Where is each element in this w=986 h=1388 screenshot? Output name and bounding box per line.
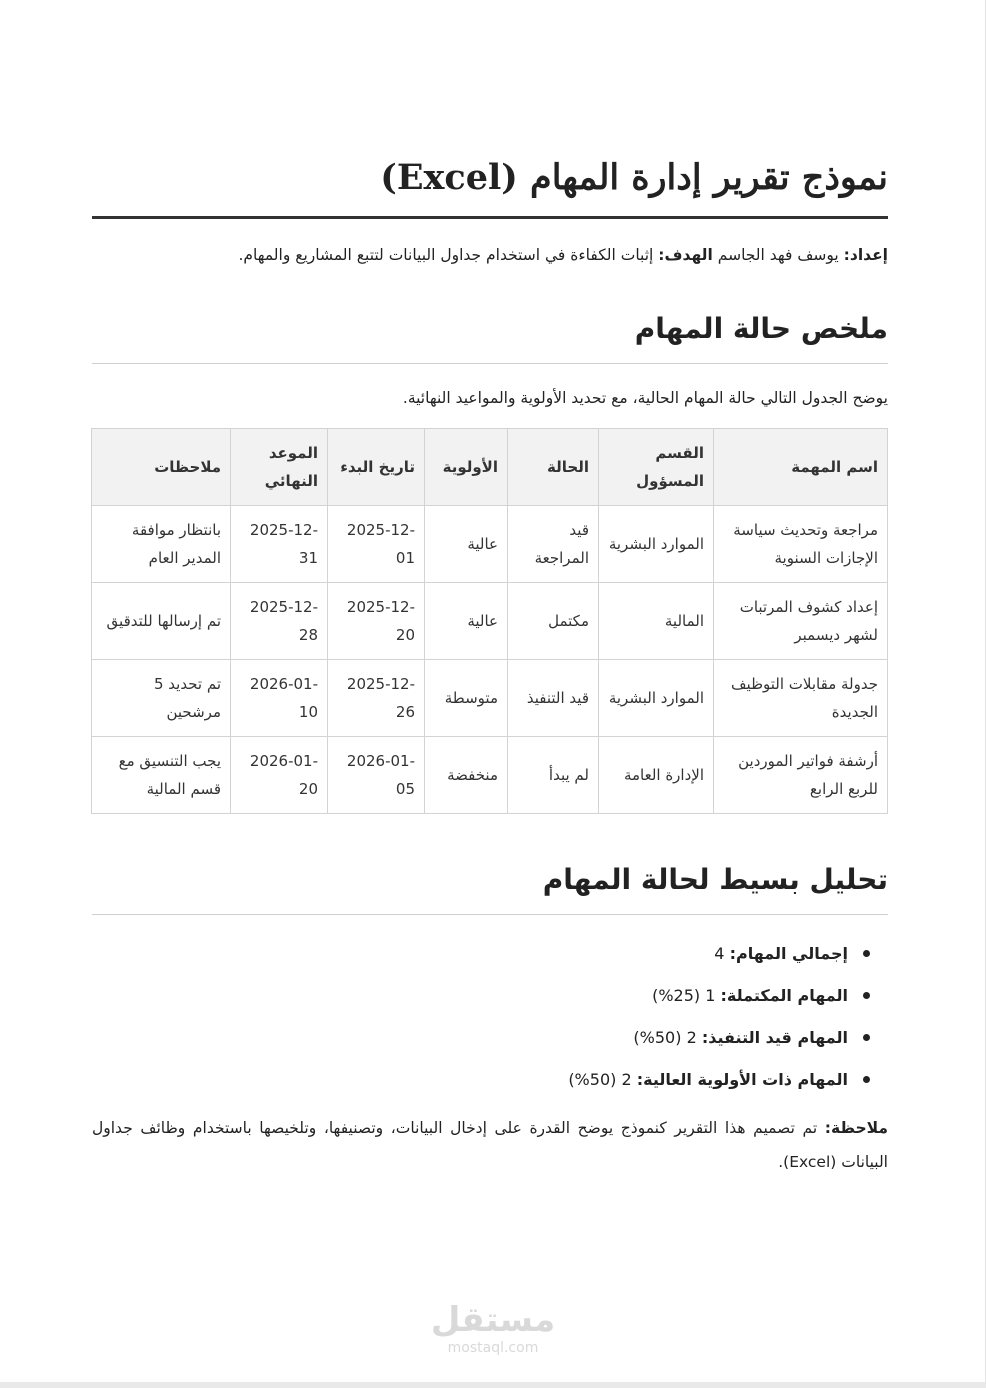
stat-value: 1 (25%) (652, 986, 716, 1005)
prepared-label: إعداد: (843, 246, 888, 264)
status-cell: قيد التنفيذ (508, 660, 599, 737)
deadline-cell: 2025-12-28 (231, 583, 328, 660)
column-header: تاريخ البدء (328, 429, 425, 506)
stat-value: 4 (714, 944, 725, 963)
department-cell: الإدارة العامة (599, 737, 714, 814)
start-date-cell: 2026-01-05 (328, 737, 425, 814)
document-title: نموذج تقرير إدارة المهام (Excel) (92, 150, 888, 219)
task-name-cell: جدولة مقابلات التوظيف الجديدة (714, 660, 888, 737)
note-text: تم تصميم هذا التقرير كنموذج يوضح القدرة على إدخال البيانات، وتصنيفها، وتلخيصها باستخدام وظائف جداول البيانات (Excel). (92, 1119, 888, 1171)
department-cell: المالية (599, 583, 714, 660)
priority-cell: منخفضة (425, 737, 508, 814)
column-header: الموعد النهائي (231, 429, 328, 506)
list-item (92, 1059, 848, 1101)
stat-label: المهام قيد التنفيذ: (701, 1028, 848, 1047)
start-date-cell: 2025-12-20 (328, 583, 425, 660)
column-header: اسم المهمة (714, 429, 888, 506)
stat-label: المهام المكتملة: (720, 986, 848, 1005)
list-item (92, 933, 848, 975)
column-header: القسم المسؤول (599, 429, 714, 506)
watermark-logo: مستقل (430, 1300, 556, 1340)
closing-note (92, 1111, 888, 1179)
start-date-cell: 2025-12-26 (328, 660, 425, 737)
note-label: ملاحظة: (824, 1119, 888, 1137)
analysis-heading: تحليل بسيط لحالة المهام (92, 858, 888, 915)
status-cell: قيد المراجعة (508, 506, 599, 583)
stat-label: المهام ذات الأولوية العالية: (636, 1070, 848, 1089)
goal-label: الهدف: (658, 246, 713, 264)
stat-value: 2 (50%) (633, 1028, 697, 1047)
department-cell: الموارد البشرية (599, 506, 714, 583)
document-content (92, 150, 888, 1179)
notes-cell: تم إرسالها للتدقيق (92, 583, 231, 660)
analysis-list (92, 933, 888, 1101)
notes-cell: تم تحديد 5 مرشحين (92, 660, 231, 737)
watermark-url: mostaql.com (447, 1340, 539, 1356)
deadline-cell: 2026-01-10 (231, 660, 328, 737)
status-cell: لم يبدأ (508, 737, 599, 814)
deadline-cell: 2026-01-20 (231, 737, 328, 814)
table-header-row (92, 429, 888, 506)
table-row (92, 737, 888, 814)
column-header: ملاحظات (92, 429, 231, 506)
prepared-value: يوسف فهد الجاسم (717, 246, 839, 264)
stat-value: 2 (50%) (568, 1070, 632, 1089)
status-cell: مكتمل (508, 583, 599, 660)
table-row (92, 583, 888, 660)
tasks-table (91, 428, 888, 814)
summary-heading: ملخص حالة المهام (92, 307, 888, 364)
page-bottom-edge (0, 1382, 986, 1388)
summary-intro: يوضح الجدول التالي حالة المهام الحالية، مع تحديد الأولوية والمواعيد النهائية. (402, 389, 888, 407)
priority-cell: متوسطة (425, 660, 508, 737)
list-item (92, 1017, 848, 1059)
task-name-cell: مراجعة وتحديث سياسة الإجازات السنوية (714, 506, 888, 583)
department-cell: الموارد البشرية (599, 660, 714, 737)
priority-cell: عالية (425, 506, 508, 583)
notes-cell: يجب التنسيق مع قسم المالية (92, 737, 231, 814)
task-name-cell: أرشفة فواتير الموردين للربع الرابع (714, 737, 888, 814)
column-header: الأولوية (425, 429, 508, 506)
mostaql-watermark (418, 1300, 568, 1356)
task-name-cell: إعداد كشوف المرتبات لشهر ديسمبر (714, 583, 888, 660)
document-meta (92, 239, 888, 271)
table-row (92, 660, 888, 737)
column-header: الحالة (508, 429, 599, 506)
stat-label: إجمالي المهام: (729, 944, 848, 963)
table-row (92, 506, 888, 583)
start-date-cell: 2025-12-01 (328, 506, 425, 583)
priority-cell: عالية (425, 583, 508, 660)
notes-cell: بانتظار موافقة المدير العام (92, 506, 231, 583)
list-item (92, 975, 848, 1017)
deadline-cell: 2025-12-31 (231, 506, 328, 583)
goal-value: إثبات الكفاءة في استخدام جداول البيانات لتتبع المشاريع والمهام. (238, 246, 654, 264)
